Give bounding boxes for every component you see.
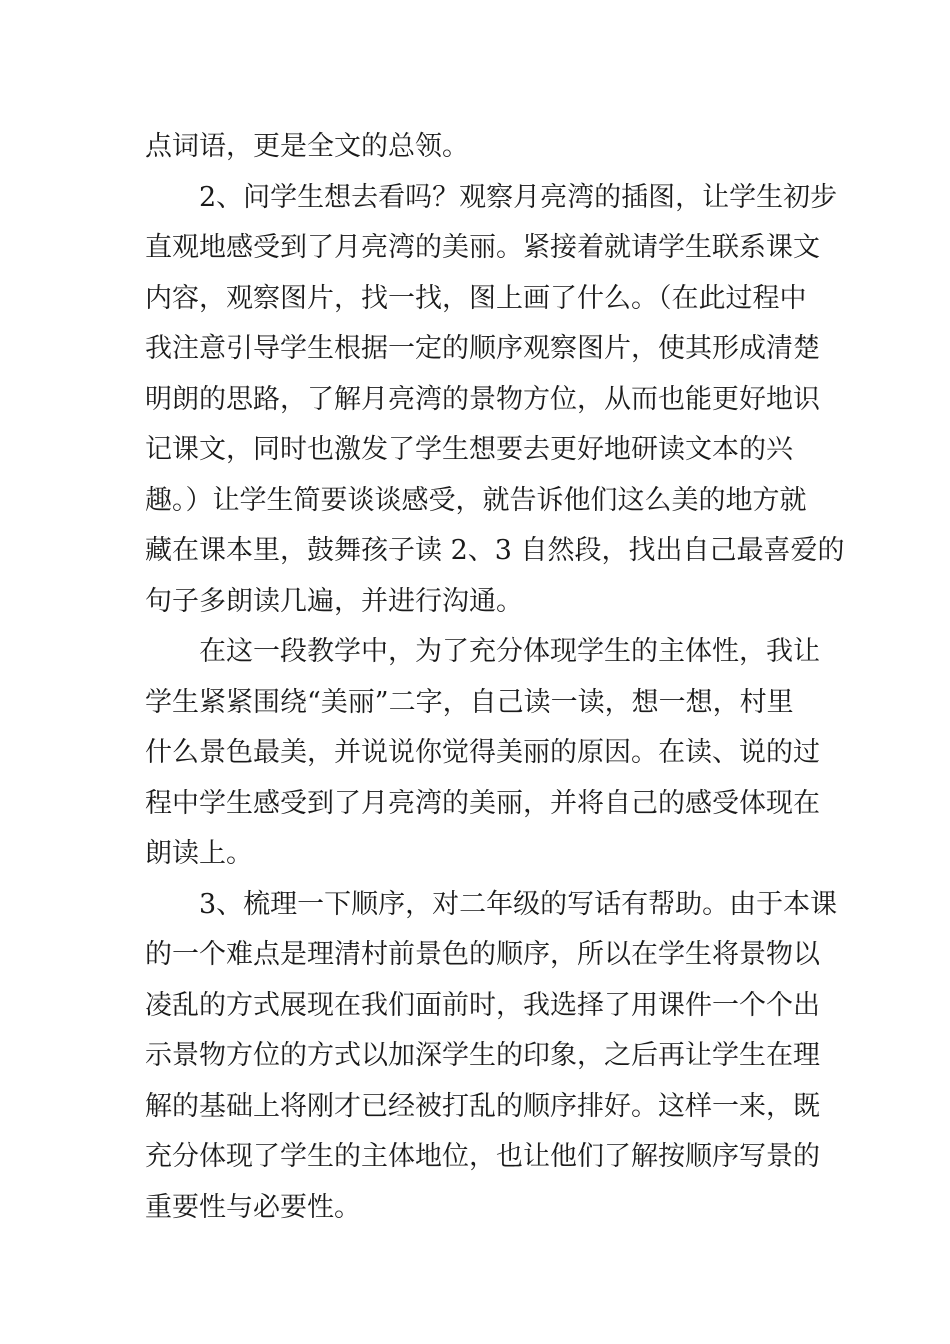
text-line: 点词语，更是全文的总领。 (145, 131, 469, 162)
text-line: 内容，观察图片，找一找，图上画了什么。（在此过程中 (145, 282, 807, 314)
text-line: 充分体现了学生的主体地位，也让他们了解按顺序写景的 (145, 1141, 820, 1172)
text-line: 记课文，同时也激发了学生想要去更好地研读文本的兴 (145, 434, 793, 465)
text-line: 直观地感受到了月亮湾的美丽。紧接着就请学生联系课文 (145, 232, 820, 263)
text-line: 藏在课本里，鼓舞孩子读 2、3 自然段，找出自己最喜爱的 (145, 535, 845, 566)
text-line: 解的基础上将刚才已经被打乱的顺序排好。这样一来，既 (145, 1090, 820, 1122)
paragraph (145, 880, 838, 1234)
text-line: 示景物方位的方式以加深学生的印象，之后再让学生在理 (145, 1040, 820, 1071)
text-line: 重要性与必要性。 (145, 1191, 361, 1223)
text-line: 程中学生感受到了月亮湾的美丽，并将自己的感受体现在 (145, 787, 820, 819)
text-line: 凌乱的方式展现在我们面前时，我选择了用课件一个个出 (145, 989, 820, 1021)
text-line: 2、问学生想去看吗？观察月亮湾的插图，让学生初步 (199, 181, 838, 213)
text-line: 明朗的思路，了解月亮湾的景物方位，从而也能更好地识 (145, 383, 820, 415)
paragraph (145, 627, 820, 880)
text-line: 学生紧紧围绕“美丽”二字，自己读一读，想一想，村里 (145, 686, 794, 718)
body-text (145, 122, 845, 1233)
text-line: 我注意引导学生根据一定的顺序观察图片，使其形成清楚 (145, 333, 820, 364)
paragraph (145, 173, 845, 628)
text-line: 什么景色最美，并说说你觉得美丽的原因。在读、说的过 (145, 737, 820, 768)
text-line: 句子多朗读几遍，并进行沟通。 (145, 585, 523, 617)
paragraph (145, 122, 810, 173)
text-line: 趣。）让学生简要谈谈感受，就告诉他们这么美的地方就 (145, 484, 807, 516)
text-line: 在这一段教学中，为了充分体现学生的主体性，我让 (199, 636, 820, 667)
text-line: 朗读上。 (145, 838, 253, 869)
text-line: 3、梳理一下顺序，对二年级的写话有帮助。由于本课 (199, 888, 838, 920)
text-line: 的一个难点是理清村前景色的顺序，所以在学生将景物以 (145, 939, 820, 970)
